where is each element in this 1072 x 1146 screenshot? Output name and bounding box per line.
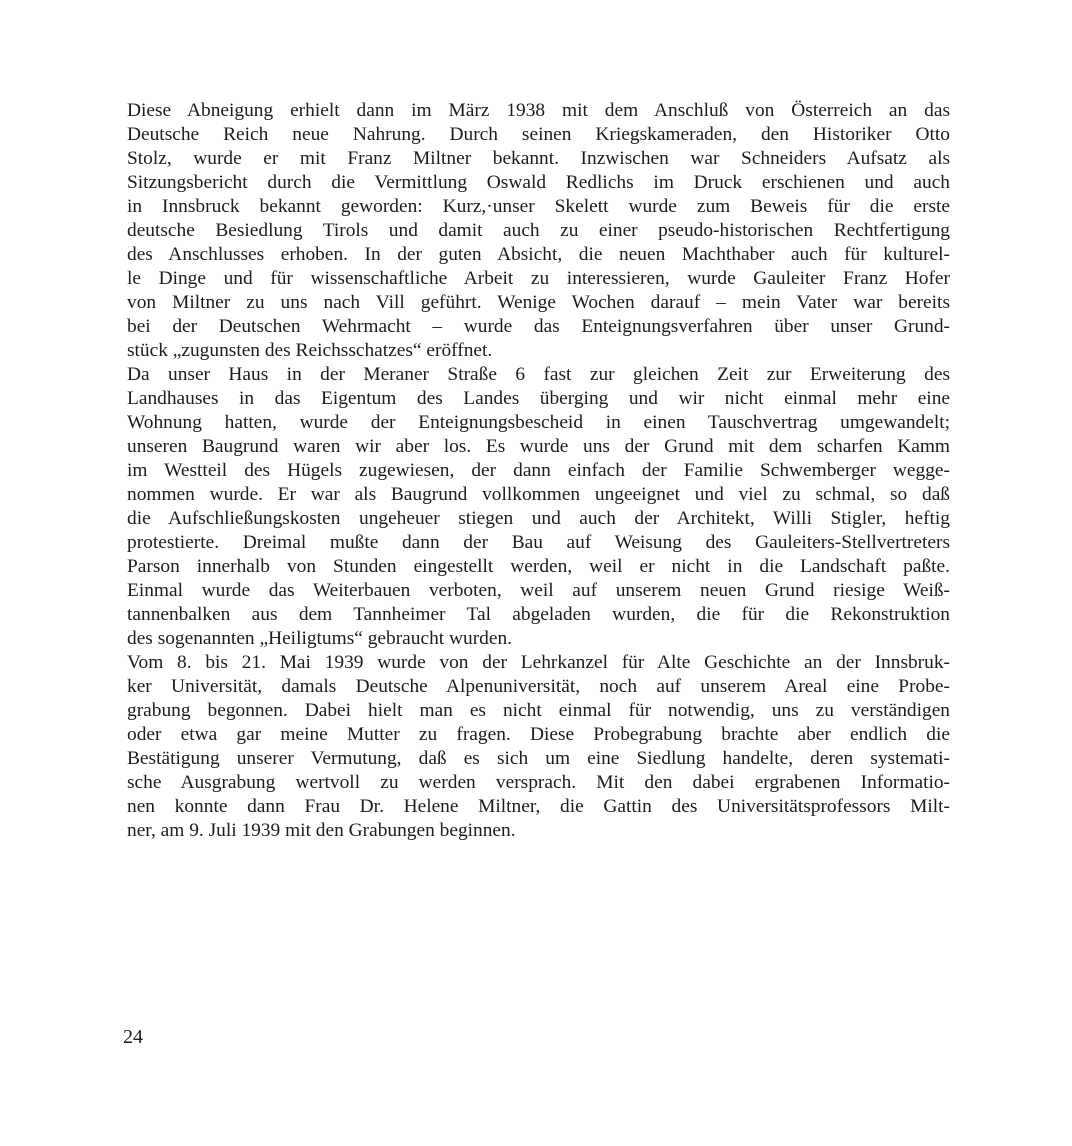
text-line: nen konnte dann Frau Dr. Helene Miltner, die Gattin des Universitätsprofessors Milt- bbox=[127, 796, 950, 817]
text-line: stück „zugunsten des Reichsschatzes“ eröffnet. bbox=[127, 340, 493, 361]
text-line: Wohnung hatten, wurde der Enteignungsbescheid in einen Tauschvertrag umgewandelt; bbox=[127, 412, 950, 433]
text-line: in Innsbruck bekannt geworden: Kurz,·unser Skelett wurde zum Beweis für die erste bbox=[127, 196, 950, 217]
text-line: le Dinge und für wissenschaftliche Arbeit zu interessieren, wurde Gauleiter Franz Hofer bbox=[127, 268, 950, 289]
text-line: bei der Deutschen Wehrmacht – wurde das Enteignungsverfahren über unser Grund- bbox=[127, 316, 950, 337]
text-line: Parson innerhalb von Stunden eingestellt werden, weil er nicht in die Landschaft paßte. bbox=[127, 556, 950, 577]
text-line: deutsche Besiedlung Tirols und damit auch zu einer pseudo-historischen Rechtfertigung bbox=[127, 220, 950, 241]
text-line: des sogenannten „Heiligtums“ gebraucht wurden. bbox=[127, 628, 513, 649]
text-line: Landhauses in das Eigentum des Landes überging und wir nicht einmal mehr eine bbox=[127, 388, 950, 409]
text-line: tannenbalken aus dem Tannheimer Tal abgeladen wurden, die für die Rekonstruktion bbox=[127, 604, 950, 625]
text-line: protestierte. Dreimal mußte dann der Bau auf Weisung des Gauleiters-Stellvertreters bbox=[127, 532, 950, 553]
text-line: ker Universität, damals Deutsche Alpenuniversität, noch auf unserem Areal eine Probe- bbox=[127, 676, 950, 697]
text-line: ner, am 9. Juli 1939 mit den Grabungen beginnen. bbox=[127, 820, 516, 841]
text-line: Da unser Haus in der Meraner Straße 6 fast zur gleichen Zeit zur Erweiterung des bbox=[127, 364, 950, 385]
page-number: 24 bbox=[123, 1026, 143, 1048]
text-line: nommen wurde. Er war als Baugrund vollkommen ungeeignet und viel zu schmal, so daß bbox=[127, 484, 950, 505]
text-line: sche Ausgrabung wertvoll zu werden versprach. Mit den dabei ergrabenen Informatio- bbox=[127, 772, 950, 793]
text-line: im Westteil des Hügels zugewiesen, der dann einfach der Familie Schwemberger wegge- bbox=[127, 460, 950, 481]
body-text bbox=[127, 99, 950, 843]
text-line: grabung begonnen. Dabei hielt man es nicht einmal für notwendig, uns zu verständigen bbox=[127, 700, 950, 721]
text-line: die Aufschließungskosten ungeheuer stiegen und auch der Architekt, Willi Stigler, heftig bbox=[127, 508, 950, 529]
text-line: von Miltner zu uns nach Vill geführt. Wenige Wochen darauf – mein Vater war bereits bbox=[127, 292, 950, 313]
text-line: Vom 8. bis 21. Mai 1939 wurde von der Lehrkanzel für Alte Geschichte an der Innsbruk- bbox=[127, 652, 950, 673]
text-line: oder etwa gar meine Mutter zu fragen. Diese Probegrabung brachte aber endlich die bbox=[127, 724, 950, 745]
text-line: Bestätigung unserer Vermutung, daß es sich um eine Siedlung handelte, deren systemati- bbox=[127, 748, 950, 769]
text-line: Sitzungsbericht durch die Vermittlung Oswald Redlichs im Druck erschienen und auch bbox=[127, 172, 950, 193]
text-line: Stolz, wurde er mit Franz Miltner bekannt. Inzwischen war Schneiders Aufsatz als bbox=[127, 148, 950, 169]
text-line: Deutsche Reich neue Nahrung. Durch seinen Kriegskameraden, den Historiker Otto bbox=[127, 124, 950, 145]
text-line: Diese Abneigung erhielt dann im März 1938 mit dem Anschluß von Österreich an das bbox=[127, 100, 950, 121]
text-line: Einmal wurde das Weiterbauen verboten, weil auf unserem neuen Grund riesige Weiß- bbox=[127, 580, 950, 601]
text-line: des Anschlusses erhoben. In der guten Absicht, die neuen Machthaber auch für kulturel- bbox=[127, 244, 950, 265]
text-line: unseren Baugrund waren wir aber los. Es wurde uns der Grund mit dem scharfen Kamm bbox=[127, 436, 950, 457]
